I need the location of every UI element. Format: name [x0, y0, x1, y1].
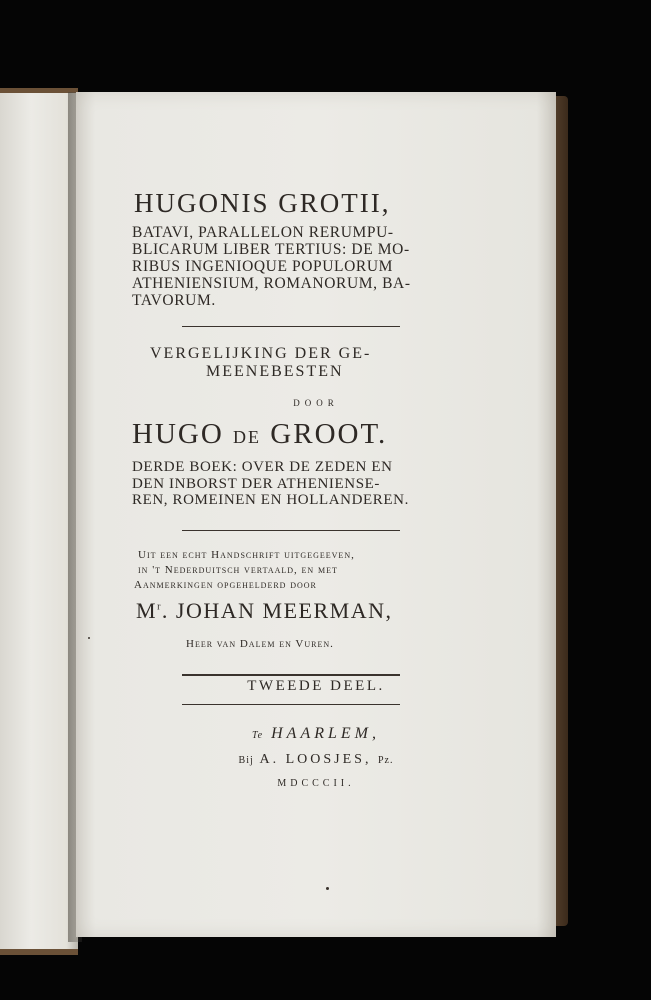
editor-full-name: . JOHAN MEERMAN,	[161, 598, 393, 623]
title-page	[76, 92, 556, 937]
latin-title-block	[132, 224, 411, 309]
left-page-edge	[0, 88, 78, 955]
author-particle: DE	[233, 427, 262, 447]
source-line: Uit een echt Handschrift uitgegeeven,	[138, 549, 355, 561]
author-name	[132, 418, 387, 451]
author-first-name: HUGO	[132, 418, 224, 450]
divider-rule	[182, 530, 400, 531]
imprint-printer	[76, 752, 556, 768]
source-line: in 't Nederduitsch vertaald, en met	[138, 564, 338, 576]
dutch-title-line: VERGELIJKING DER GE-	[150, 345, 372, 362]
latin-author-heading: HUGONIS GROTII,	[134, 188, 391, 218]
latin-line: BATAVI, PARALLELON RERUMPU-	[132, 224, 394, 241]
editor-lordship: Heer van Dalem en Vuren.	[186, 638, 334, 650]
latin-line: RIBUS INGENIOQUE POPULORUM	[132, 258, 394, 275]
editor-title: M	[136, 598, 158, 623]
paper-speck	[326, 887, 329, 890]
dutch-title-line: MEENEBESTEN	[206, 363, 344, 380]
editor-name	[136, 598, 392, 624]
dutch-subtitle-line: REN, ROMEINEN EN HOLLANDEREN.	[132, 492, 409, 508]
volume-label: TWEEDE DEEL.	[247, 678, 385, 694]
latin-line: BLICARUM LIBER TERTIUS: DE MO-	[132, 241, 410, 258]
place-prefix: Te	[252, 730, 264, 741]
author-last-name: GROOT.	[270, 418, 388, 450]
dutch-subtitle-block	[132, 459, 409, 509]
imprint-year: MDCCCII.	[277, 778, 355, 789]
imprint-place	[76, 725, 556, 743]
dutch-title-block	[150, 345, 371, 381]
source-line: Aanmerkingen opgehelderd door	[134, 579, 317, 591]
volume-rule-bottom	[182, 704, 400, 705]
editor-title-sup: r	[157, 601, 162, 613]
latin-line: TAVORUM.	[132, 292, 216, 309]
place-name: HAARLEM,	[271, 725, 380, 742]
dutch-subtitle-line: DEN INBORST DER ATHENIENSE-	[132, 475, 381, 492]
latin-line: ATHENIENSIUM, ROMANORUM, BA-	[132, 275, 411, 292]
volume-rule-top	[182, 674, 400, 676]
divider-rule	[182, 326, 400, 327]
by-label: DOOR	[293, 398, 339, 408]
source-note-block	[134, 548, 355, 593]
dutch-subtitle-line: DERDE BOEK: OVER DE ZEDEN EN	[132, 459, 393, 475]
printer-prefix: Bij	[238, 755, 254, 766]
paper-speck	[88, 637, 90, 639]
printer-suffix: Pz.	[377, 755, 394, 766]
printer-name: A. LOOSJES,	[259, 752, 372, 767]
